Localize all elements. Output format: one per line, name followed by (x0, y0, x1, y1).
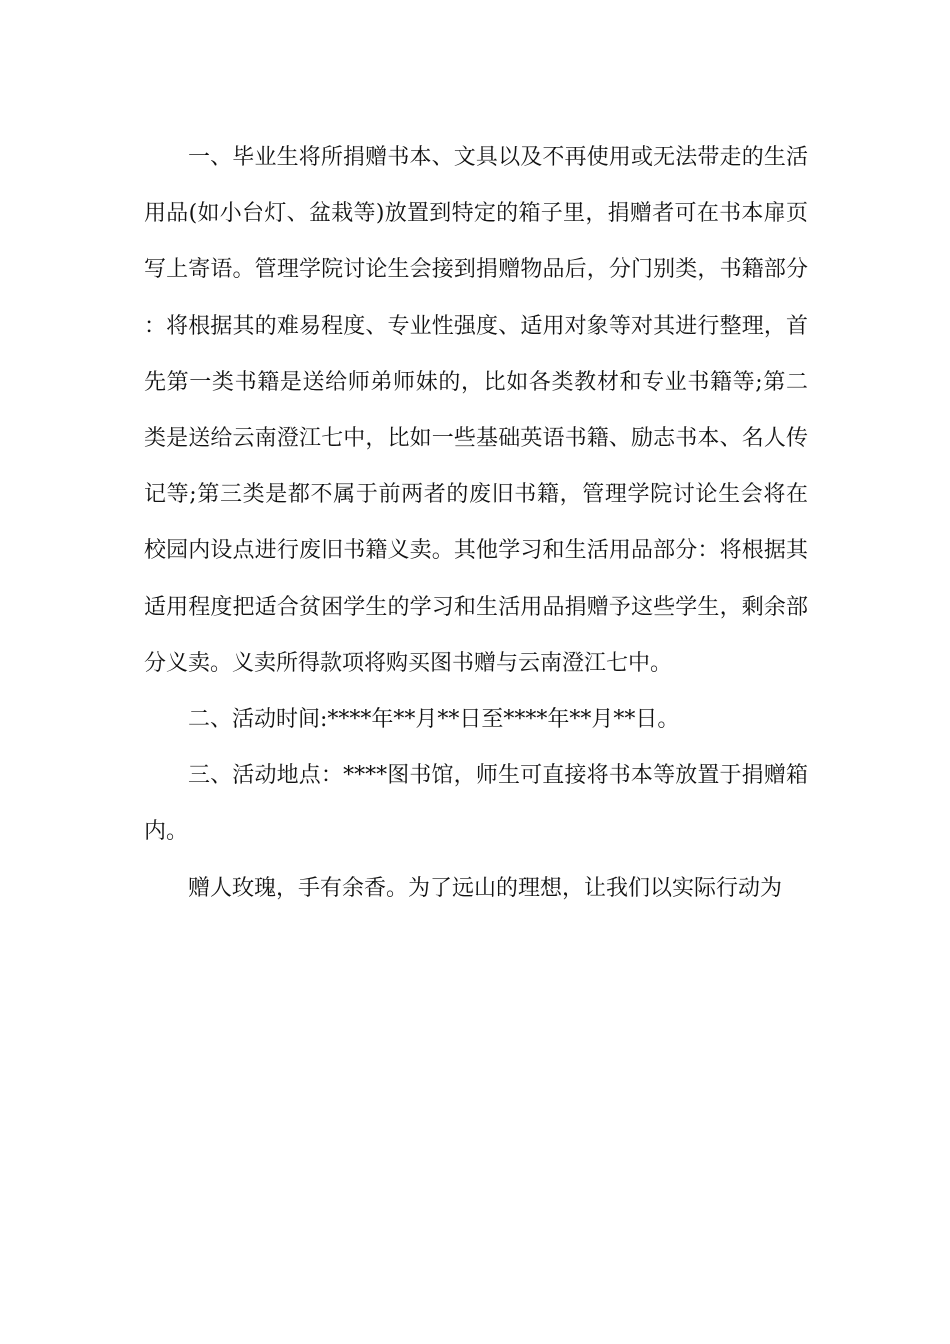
paragraph-activity-time: 二、活动时间:****年**月**日至****年**月**日。 (188, 707, 680, 733)
paragraph-activity-location: 三、活动地点：****图书馆，师生可直接将书本等放置于捐赠箱内。 (144, 763, 808, 845)
paragraph-closing: 赠人玫瑰，手有余香。为了远山的理想，让我们以实际行动为 (188, 875, 783, 901)
paragraph-donation-process: 一、毕业生将所捐赠书本、文具以及不再使用或无法带走的生活用品(如小台灯、盆栽等)放置到特定的箱子里，捐赠者可在书本扉页写上寄语。管理学院讨论生会接到捐赠物品后，分门别类，书籍部分：将根据其的难易程度、专业性强度、适用对象等对其进行整理，首先第一类书籍是送给师弟师妹的，比如各类教材和专业书籍等;第二类是送给云南澄江七中，比如一些基础英语书籍、励志书本、名人传记等;第三类是都不属于前两者的废旧书籍，管理学院讨论生会将在校园内设点进行废旧书籍义卖。其他学习和生活用品部分：将根据其适用程度把适合贫困学生的学习和生活用品捐赠予这些学生，剩余部分义卖。义卖所得款项将购买图书赠与云南澄江七中。 (144, 145, 808, 676)
document-body (144, 130, 808, 917)
